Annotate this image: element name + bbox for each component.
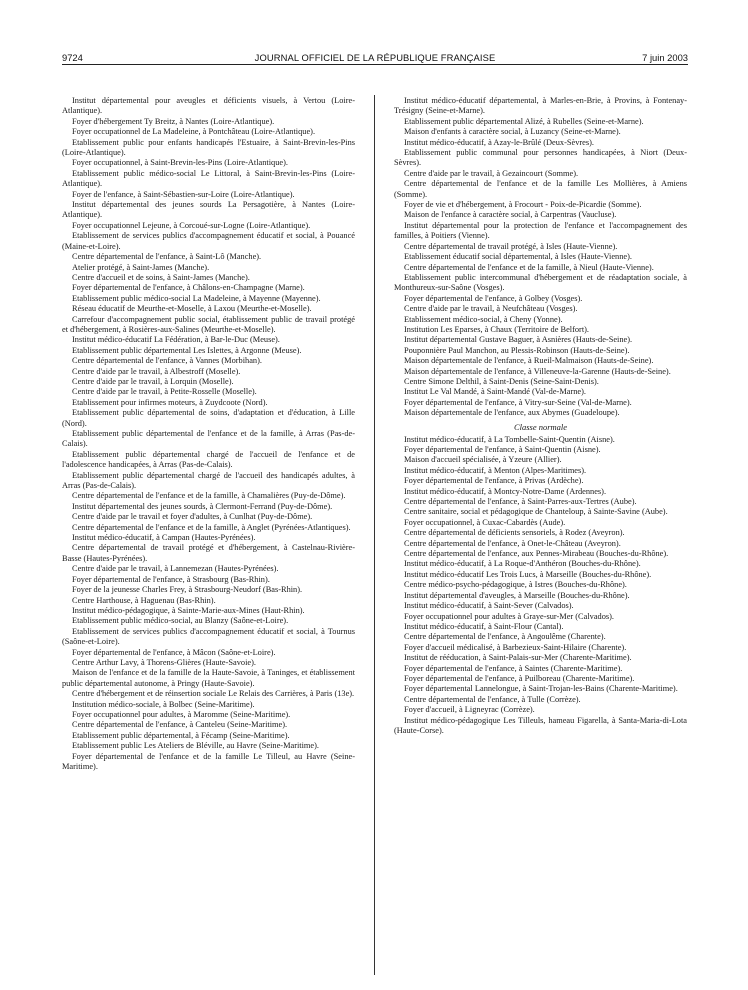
list-item: Maison départementale de l'enfance, aux Abymes (Guadeloupe). bbox=[404, 408, 620, 418]
list-item: Centre d'aide par le travail, à Albestroff (Moselle). bbox=[72, 366, 241, 376]
list-item: Foyer occupationnel pour adultes à Graye-sur-Mer (Calvados). bbox=[404, 611, 614, 621]
list-item: Centre d'hébergement et de réinsertion sociale Le Relais des Carrières, à Paris (13e). bbox=[72, 689, 355, 699]
list-item: Centre sanitaire, social et pédagogique de Chanteloup, à Sainte-Savine (Aube). bbox=[404, 507, 668, 517]
list-item: Foyer d'hébergement Ty Breitz, à Nantes (Loire-Atlantique). bbox=[72, 116, 275, 126]
list-item: Institut médico-éducatif, à Azay-le-Brûlé (Deux-Sèvres). bbox=[404, 137, 594, 147]
list-item: Institut départemental pour la protection de l'enfance et l'accompagnement des familles, à Poitiers (Vienne). bbox=[394, 220, 687, 241]
list-item: Etablissement public départemental Alizé, à Rubelles (Seine-et-Marne). bbox=[404, 116, 644, 126]
list-item: Foyer départemental de l'enfance, à Strasbourg (Bas-Rhin). bbox=[72, 574, 270, 584]
list-item: Carrefour d'accompagnement public social, établissement public de travail protégé et d'hébergement, à Rosières-aux-Salines (Meurthe-et-Moselle). bbox=[62, 314, 355, 334]
list-item: Institut médico-éducatif La Fédération, à Bar-le-Duc (Meuse). bbox=[72, 335, 280, 345]
issue-date: 7 juin 2003 bbox=[642, 52, 688, 63]
list-item: Institut médico-pédagogique Les Tilleuls, hameau Figarella, à Santa-Maria-di-Lota (Haute-Corse). bbox=[394, 715, 687, 735]
list-item: Institut médico-éducatif, à Campan (Hautes-Pyrénées). bbox=[72, 533, 256, 543]
list-item: Centre départemental de l'enfance et de la famille Les Mollières, à Amiens (Somme). bbox=[394, 179, 687, 199]
list-item: Etablissement médico-social, à Cheny (Yonne). bbox=[404, 314, 563, 324]
list-item: Foyer départemental de l'enfance, à Golbey (Vosges). bbox=[404, 293, 583, 303]
page-number: 9724 bbox=[62, 52, 83, 63]
list-item: Institut départemental des jeunes sourds La Persagotière, à Nantes (Loire-Atlantique). bbox=[62, 200, 355, 220]
list-item: Foyer occupationnel, à Cuxac-Cabardès (Aude). bbox=[404, 517, 566, 527]
list-item: Foyer de vie et d'hébergement, à Frocourt - Poix-de-Picardie (Somme). bbox=[404, 200, 642, 210]
list-item: Pouponnière Paul Manchon, au Plessis-Robinson (Hauts-de-Seine). bbox=[404, 345, 630, 355]
list-item: Institut médico-éducatif, à Menton (Alpes-Maritimes). bbox=[404, 465, 587, 475]
list-item: Institut médico-éducatif départemental, à Marles-en-Brie, à Provins, à Fontenay-Trésigny (Seine-et-Marne). bbox=[394, 96, 687, 116]
list-item: Foyer occupationnel de La Madeleine, à Pontchâteau (Loire-Atlantique). bbox=[72, 127, 316, 137]
list-item: Etablissement public médico-social, au Blanzy (Saône-et-Loire). bbox=[72, 616, 289, 626]
list-item: Institut départemental d'aveugles, à Marseille (Bouches-du-Rhône). bbox=[404, 590, 630, 600]
list-item: Centre départemental de l'enfance, à Saint-Lô (Manche). bbox=[72, 252, 262, 262]
list-item: Foyer occupationnel pour adultes, à Maromme (Seine-Maritime). bbox=[72, 709, 291, 719]
list-item: Foyer départemental de l'enfance, à Puilboreau (Charente-Maritime). bbox=[404, 673, 635, 683]
list-item: Centre départemental de travail protégé, à Isles (Haute-Vienne). bbox=[404, 241, 618, 251]
list-item: Centre Arthur Lavy, à Thorens-Glières (Haute-Savoie). bbox=[72, 657, 256, 667]
list-item: Maison d'accueil spécialisée, à Yzeure (Allier). bbox=[404, 455, 562, 465]
list-item: Centre départemental de déficients sensoriels, à Rodez (Aveyron). bbox=[404, 528, 625, 538]
list-item: Centre départemental de l'enfance et de la famille, à Chamalières (Puy-de-Dôme). bbox=[72, 491, 346, 501]
list-item: Etablissement public départemental chargé de l'accueil de l'enfance et de l'adolescence handicapées, à Arras (Pas-de-Calais). bbox=[62, 449, 355, 470]
list-item: Centre d'aide par le travail, à Lannemezan (Hautes-Pyrénées). bbox=[72, 564, 279, 574]
list-item: Réseau éducatif de Meurthe-et-Moselle, à Laxou (Meurthe-et-Moselle). bbox=[72, 304, 312, 314]
right-column-list bbox=[394, 96, 687, 419]
list-item: Centre d'aide par le travail, à Lorquin (Moselle). bbox=[72, 376, 234, 386]
list-item: Maison départementale de l'enfance, à Rueil-Malmaison (Hauts-de-Seine). bbox=[404, 356, 654, 366]
list-item: Centre départemental de l'enfance, à Onet-le-Château (Aveyron). bbox=[404, 538, 621, 548]
list-item: Centre départemental de l'enfance, à Tulle (Corrèze). bbox=[404, 694, 581, 704]
list-item: Etablissement public intercommunal d'hébergement et de réadaptation sociale, à Monthureux-sur-Saône (Vosges). bbox=[394, 272, 687, 293]
list-item: Foyer d'accueil, à Ligneyrac (Corrèze). bbox=[404, 705, 535, 715]
list-item: Institution médico-sociale, à Bolbec (Seine-Maritime). bbox=[72, 699, 255, 709]
list-item: Etablissement public départemental de soins, d'adaptation et d'éducation, à Lille (Nord). bbox=[62, 408, 355, 428]
list-item: Centre médico-psycho-pédagogique, à Istres (Bouches-du-Rhône). bbox=[404, 580, 627, 590]
left-column bbox=[62, 96, 355, 772]
list-item: Institut départemental des jeunes sourds, à Clermont-Ferrand (Puy-de-Dôme). bbox=[72, 501, 333, 511]
list-item: Centre départemental de l'enfance, à Canteleu (Seine-Maritime). bbox=[72, 720, 288, 730]
list-item: Centre d'aide par le travail, à Gezaincourt (Somme). bbox=[404, 168, 579, 178]
list-item: Etablissement de services publics d'accompagnement éducatif et social, à Tournus (Saône-et-Loire). bbox=[62, 626, 355, 647]
list-item: Centre départemental de travail protégé et d'hébergement, à Castelnau-Rivière-Basse (Hautes-Pyrénées). bbox=[62, 543, 355, 563]
list-item: Etablissement public pour enfants handicapés l'Estuaire, à Saint-Brevin-les-Pins (Loire-Atlantique). bbox=[62, 137, 355, 158]
list-item: Etablissement public médico-social Le Littoral, à Saint-Brevin-les-Pins (Loire-Atlantique). bbox=[62, 168, 355, 189]
list-item: Foyer départemental de l'enfance, à Saintes (Charente-Maritime). bbox=[404, 663, 623, 673]
list-item: Centre départemental de l'enfance, aux Pennes-Mirabeau (Bouches-du-Rhône). bbox=[404, 549, 669, 559]
list-item: Institut de rééducation, à Saint-Palais-sur-Mer (Charente-Maritime). bbox=[404, 653, 632, 663]
list-item: Institut départemental pour aveugles et déficients visuels, à Vertou (Loire-Atlantique). bbox=[62, 96, 355, 116]
list-item: Institution Les Eparses, à Chaux (Territoire de Belfort). bbox=[404, 324, 590, 334]
list-item: Maison départementale de l'enfance, à Villeneuve-la-Garenne (Hauts-de-Seine). bbox=[404, 366, 671, 376]
list-item: Centre départemental de l'enfance et de la famille, à Anglet (Pyrénées-Atlantiques). bbox=[72, 522, 351, 532]
list-item: Foyer de l'enfance, à Saint-Sébastien-sur-Loire (Loire-Atlantique). bbox=[72, 189, 295, 199]
list-item: Etablissement public départemental, à Fécamp (Seine-Maritime). bbox=[72, 730, 290, 740]
list-item: Institut médico-éducatif, à Montcy-Notre-Dame (Ardennes). bbox=[404, 486, 607, 496]
list-item: Institut médico-pédagogique, à Sainte-Marie-aux-Mines (Haut-Rhin). bbox=[72, 605, 305, 615]
list-item: Institut médico-éducatif, à La Roque-d'Anthéron (Bouches-du-Rhône). bbox=[404, 559, 641, 569]
list-item: Foyer départemental de l'enfance, à Privas (Ardèche). bbox=[404, 476, 584, 486]
list-item: Foyer départemental de l'enfance, à Vitry-sur-Seine (Val-de-Marne). bbox=[404, 397, 632, 407]
list-item: Centre départemental de l'enfance, à Angoulême (Charente). bbox=[404, 632, 606, 642]
right-column bbox=[394, 96, 687, 736]
list-item: Foyer départemental de l'enfance, à Mâcon (Saône-et-Loire). bbox=[72, 647, 276, 657]
list-item: Centre Simone Delthil, à Saint-Denis (Seine-Saint-Denis). bbox=[404, 376, 599, 386]
list-item: Atelier protégé, à Saint-James (Manche). bbox=[72, 262, 210, 272]
list-item: Institut médico-éducatif, à La Tombelle-Saint-Quentin (Aisne). bbox=[404, 434, 615, 444]
list-item: Institut médico-éducatif Les Trois Lucs, à Marseille (Bouches-du-Rhône). bbox=[404, 569, 652, 579]
list-item: Etablissement éducatif social départemental, à Isles (Haute-Vienne). bbox=[404, 252, 632, 262]
list-item: Centre Harthouse, à Haguenau (Bas-Rhin). bbox=[72, 595, 216, 605]
list-item: Institut médico-éducatif, à Saint-Flour (Cantal). bbox=[404, 621, 564, 631]
list-item: Etablissement pour infirmes moteurs, à Zuydcoote (Nord). bbox=[72, 397, 268, 407]
list-item: Etablissement public départemental Les Islettes, à Argonne (Meuse). bbox=[72, 345, 302, 355]
list-item: Institut Le Val Mandé, à Saint-Mandé (Val-de-Marne). bbox=[404, 387, 586, 397]
list-item: Centre départemental de l'enfance, à Saint-Parres-aux-Tertres (Aube). bbox=[404, 497, 637, 507]
list-item: Foyer occupationnel, à Saint-Brevin-les-Pins (Loire-Atlantique). bbox=[72, 158, 288, 168]
list-item: Etablissement de services publics d'accompagnement éducatif et social, à Pouancé (Maine-et-Loire). bbox=[62, 231, 355, 251]
list-item: Institut médico-éducatif, à Saint-Sever (Calvados). bbox=[404, 601, 574, 611]
journal-title: JOURNAL OFFICIEL DE LA RÉPUBLIQUE FRANÇAISE bbox=[254, 52, 496, 63]
list-item: Maison d'enfants à caractère social, à Luzancy (Seine-et-Marne). bbox=[404, 127, 621, 137]
list-item: Foyer départemental Lannelongue, à Saint-Trojan-les-Bains (Charente-Maritime). bbox=[404, 684, 678, 694]
list-item: Foyer occupationnel Lejeune, à Corcoué-sur-Logne (Loire-Atlantique). bbox=[72, 220, 311, 230]
section-heading: Classe normale bbox=[513, 421, 568, 432]
list-item: Etablissement public médico-social La Madeleine, à Mayenne (Mayenne). bbox=[72, 293, 321, 303]
list-item: Etablissement public départemental de l'enfance et de la famille, à Arras (Pas-de-Calais). bbox=[62, 429, 355, 449]
list-item: Foyer de la jeunesse Charles Frey, à Strasbourg-Neudorf (Bas-Rhin). bbox=[72, 585, 303, 595]
list-item: Centre d'accueil et de soins, à Saint-James (Manche). bbox=[72, 272, 250, 282]
list-item: Institut départemental Gustave Baguer, à Asnières (Hauts-de-Seine). bbox=[404, 335, 633, 345]
list-item: Centre d'aide par le travail, à Petite-Rosselle (Moselle). bbox=[72, 387, 257, 397]
list-item: Maison de l'enfance à caractère social, à Carpentras (Vaucluse). bbox=[404, 210, 617, 220]
list-item: Foyer départemental de l'enfance et de la famille Le Tilleul, au Havre (Seine-Maritime). bbox=[62, 751, 355, 771]
list-item: Centre départemental de l'enfance et de la famille, à Nieul (Haute-Vienne). bbox=[404, 262, 654, 272]
list-item: Foyer départemental de l'enfance, à Saint-Quentin (Aisne). bbox=[404, 445, 601, 454]
list-item: Maison de l'enfance et de la famille de la Haute-Savoie, à Taninges, et établissement public départemental autonome, à Pringy (Haute-Savoie). bbox=[62, 668, 355, 688]
list-item: Centre d'aide par le travail et foyer d'adultes, à Cunlhat (Puy-de-Dôme). bbox=[72, 512, 313, 522]
right-column-list-after bbox=[394, 435, 687, 737]
list-item: Centre d'aide par le travail, à Neufchâteau (Vosges). bbox=[404, 304, 578, 314]
list-item: Etablissement public communal pour personnes handicapées, à Niort (Deux-Sèvres). bbox=[394, 148, 687, 168]
header-rule bbox=[62, 64, 688, 65]
column-divider bbox=[374, 95, 375, 975]
list-item: Centre départemental de l'enfance, à Vannes (Morbihan). bbox=[72, 356, 262, 366]
list-item: Foyer départemental de l'enfance, à Châlons-en-Champagne (Marne). bbox=[72, 283, 305, 293]
list-item: Foyer d'accueil médicalisé, à Barbezieux-Saint-Hilaire (Charente). bbox=[404, 642, 627, 652]
list-item: Etablissement public départemental chargé de l'accueil des handicapés adultes, à Arras (Pas-de-Calais). bbox=[62, 470, 355, 491]
list-item: Etablissement public Les Ateliers de Bléville, au Havre (Seine-Maritime). bbox=[72, 741, 319, 751]
